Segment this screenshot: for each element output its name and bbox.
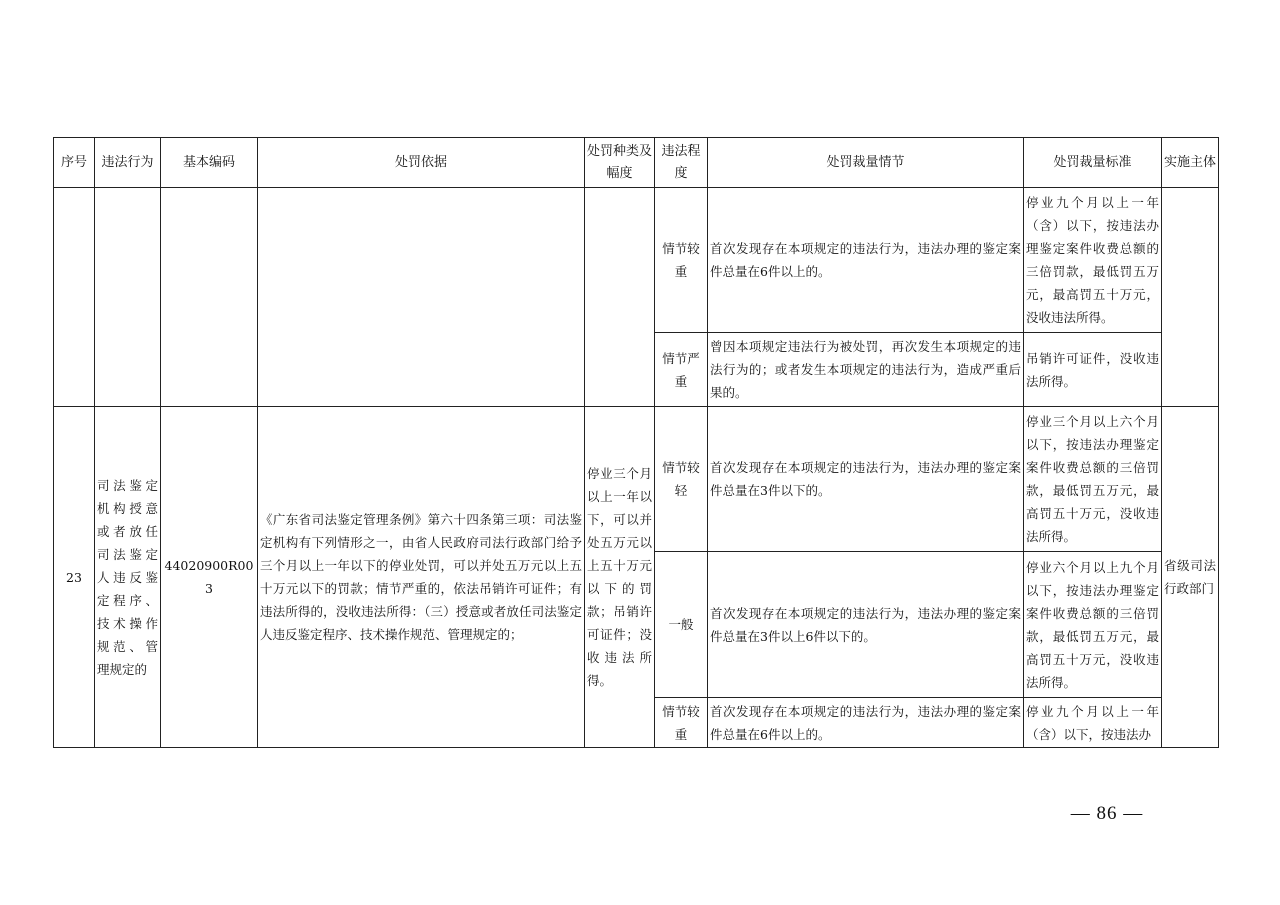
header-seq: 序号 — [54, 138, 95, 188]
header-violation: 违法行为 — [95, 138, 161, 188]
circumstance-cell: 首次发现存在本项规定的违法行为，违法办理的鉴定案件总量在3件以下的。 — [708, 407, 1024, 552]
degree-cell: 情节较重 — [655, 188, 708, 333]
cont-penalty-type-cell — [585, 188, 655, 407]
degree-cell: 情节严重 — [655, 333, 708, 407]
cont-basis-cell — [258, 188, 585, 407]
header-penalty-type: 处罚种类及幅度 — [585, 138, 655, 188]
basis-cell: 《广东省司法鉴定管理条例》第六十四条第三项：司法鉴定机构有下列情形之一，由省人民政府司法行政部门给予三个月以上一年以下的停业处罚，可以并处五万元以上五十万元以下的罚款；情节严重的，依法吊销许可证件；有违法所得的，没收违法所得：（三）授意或者放任司法鉴定人违反鉴定程序、技术操作规范、管理规定的； — [258, 407, 585, 748]
cont-authority-cell — [1162, 188, 1219, 407]
cont-violation-cell — [95, 188, 161, 407]
circumstance-cell: 首次发现存在本项规定的违法行为，违法办理的鉴定案件总量在3件以上6件以下的。 — [708, 552, 1024, 698]
degree-cell: 情节较轻 — [655, 407, 708, 552]
header-authority: 实施主体 — [1162, 138, 1219, 188]
standard-cell: 停业三个月以上六个月以下，按违法办理鉴定案件收费总额的三倍罚款，最低罚五万元，最高罚五十万元，没收违法所得。 — [1024, 407, 1162, 552]
seq-cell: 23 — [54, 407, 95, 748]
circumstance-cell: 首次发现存在本项规定的违法行为，违法办理的鉴定案件总量在6件以上的。 — [708, 188, 1024, 333]
standard-cell: 停业九个月以上一年（含）以下，按违法办 — [1024, 698, 1162, 748]
penalty-discretion-table — [53, 137, 1219, 748]
header-degree: 违法程度 — [655, 138, 708, 188]
circumstance-cell: 曾因本项规定违法行为被处罚，再次发生本项规定的违法行为的；或者发生本项规定的违法行为，造成严重后果的。 — [708, 333, 1024, 407]
header-basis: 处罚依据 — [258, 138, 585, 188]
standard-cell: 停业六个月以上九个月以下，按违法办理鉴定案件收费总额的三倍罚款，最低罚五万元，最高罚五十万元，没收违法所得。 — [1024, 552, 1162, 698]
authority-cell: 省级司法行政部门 — [1162, 407, 1219, 748]
standard-cell: 吊销许可证件，没收违法所得。 — [1024, 333, 1162, 407]
violation-cell: 司法鉴定机构授意或者放任司法鉴定人违反鉴定程序、技术操作规范、管理规定的 — [95, 407, 161, 748]
header-row — [54, 138, 1219, 188]
page-number: — 86 — — [1070, 803, 1144, 824]
standard-cell: 停业九个月以上一年（含）以下，按违法办理鉴定案件收费总额的三倍罚款，最低罚五万元，最高罚五十万元，没收违法所得。 — [1024, 188, 1162, 333]
circumstance-cell: 首次发现存在本项规定的违法行为，违法办理的鉴定案件总量在6件以上的。 — [708, 698, 1024, 748]
code-cell: 44020900R003 — [161, 407, 258, 748]
cont-seq-cell — [54, 188, 95, 407]
header-circumstance: 处罚裁量情节 — [708, 138, 1024, 188]
header-standard: 处罚裁量标准 — [1024, 138, 1162, 188]
header-code: 基本编码 — [161, 138, 258, 188]
table-row — [54, 188, 1219, 333]
table-row — [54, 407, 1219, 552]
cont-code-cell — [161, 188, 258, 407]
penalty-type-cell: 停业三个月以上一年以下，可以并处五万元以上五十万元以下的罚款；吊销许可证件；没收违法所得。 — [585, 407, 655, 748]
degree-cell: 情节较重 — [655, 698, 708, 748]
degree-cell: 一般 — [655, 552, 708, 698]
